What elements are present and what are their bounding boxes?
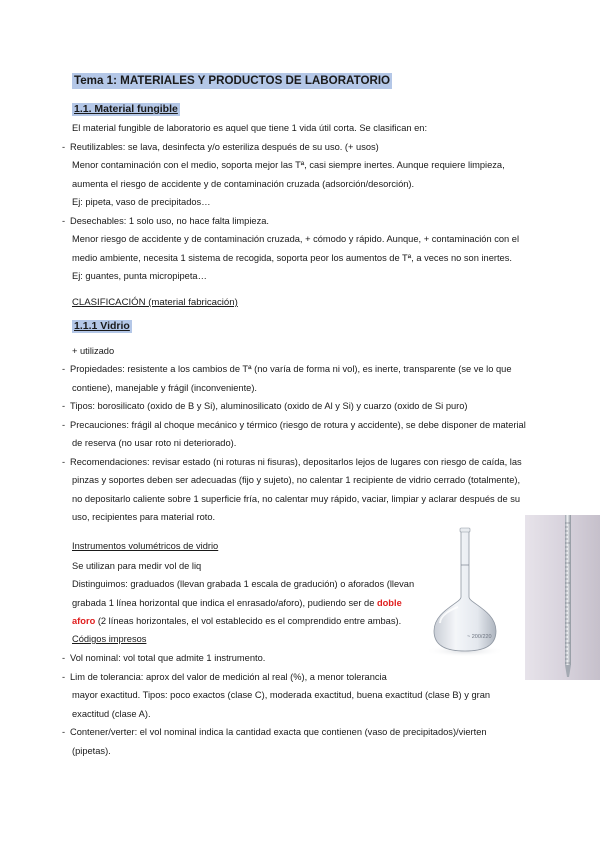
desechables-line: medio ambiente, necesita 1 sistema de recogida, soporta peor los aumentos de Tª, a veces no son inertes. — [72, 253, 512, 263]
section-heading-1-1-1: 1.1.1 Vidrio — [74, 320, 130, 332]
vol-nominal-line: Vol nominal: vol total que admite 1 instrumento. — [70, 653, 266, 663]
plus-utilizado: + utilizado — [72, 346, 115, 356]
tipos-line: Tipos: borosilicato (oxido de B y Si), aluminosilicato (oxido de Al y Si) y cuarzo (oxido de Si puro) — [70, 401, 468, 411]
contener-verter-line: Contener/verter: el vol nominal indica la cantidad exacta que contienen (vaso de precipitados)/vierten — [70, 727, 487, 737]
reutilizables-line: Menor contaminación con el medio, soporta mejor las Tª, casi siempre inertes. Aunque requiere limpieza, — [72, 160, 505, 170]
clasificacion-heading: CLASIFICACIÓN (material fabricación) — [72, 297, 238, 308]
propiedades-line: contiene), manejable y frágil (inconveniente). — [72, 383, 258, 393]
desechables-line: Desechables: 1 solo uso, no hace falta limpieza. — [70, 216, 269, 226]
bullet-dash: - — [62, 653, 66, 663]
page-title: Tema 1: MATERIALES Y PRODUCTOS DE LABORATORIO — [74, 74, 391, 87]
lim-tolerancia-line: mayor exactitud. Tipos: poco exactos (clase C), moderada exactitud, buena exactitud (clase B) y gran — [72, 690, 491, 700]
bullet-dash: - — [62, 672, 66, 682]
bullet-dash: - — [62, 420, 66, 430]
bullet-dash: - — [62, 364, 66, 374]
aforo-highlight: aforo — [72, 616, 96, 626]
bullet-dash: - — [62, 727, 66, 737]
precauciones-line: Precauciones: frágil al choque mecánico y térmico (riesgo de rotura y accidente), se debe disponer de material — [70, 420, 526, 430]
volumetric-flask-image — [418, 525, 512, 660]
desechables-line: Ej: guantes, punta micropipeta… — [72, 271, 207, 281]
bullet-dash: - — [62, 216, 66, 226]
pipette-image — [525, 515, 600, 680]
lim-tolerancia-line: exactitud (clase A). — [72, 709, 151, 719]
propiedades-line: Propiedades: resistente a los cambios de Tª (no varía de forma ni vol), es inerte, transparente (se ve lo que — [70, 364, 512, 374]
intro-text: El material fungible de laboratorio es aquel que tiene 1 vida útil corta. Se clasifican en: — [72, 123, 428, 133]
instrumentos-line — [72, 597, 402, 610]
bullet-dash: - — [62, 142, 66, 152]
recomendaciones-line: pinzas y soportes deben ser adecuadas (fijo y sujeto), no calentar 1 recipiente de vidrio cerrado (totalmente), — [72, 475, 521, 485]
recomendaciones-line: Recomendaciones: revisar estado (ni roturas ni fisuras), depositarlos lejos de lugares con riesgo de caída, las — [70, 457, 522, 467]
contener-verter-line: (pipetas). — [72, 746, 111, 756]
doble-highlight: doble — [376, 598, 402, 608]
reutilizables-line: aumenta el riesgo de accidente y de contaminación cruzada (adsorción/desorción). — [72, 179, 415, 189]
bullet-dash: - — [62, 401, 66, 411]
instrumentos-line — [72, 615, 401, 628]
instrumentos-heading: Instrumentos volumétricos de vidrio — [72, 541, 219, 551]
precauciones-line: de reserva (no usar roto ni deteriorado). — [72, 438, 237, 448]
instrumentos-line: Se utilizan para medir vol de liq — [72, 561, 202, 571]
reutilizables-line: Reutilizables: se lava, desinfecta y/o esteriliza después de su uso. (+ usos) — [70, 142, 379, 152]
instrumentos-line: Distinguimos: graduados (llevan grabada 1 escala de gradución) o aforados (llevan — [72, 579, 415, 589]
flask-label: ~ 200/220 — [467, 634, 492, 640]
instrumentos-text: (2 líneas horizontales, el vol establecido es el comprendido entre ambas). — [95, 616, 402, 626]
bullet-dash: - — [62, 457, 66, 467]
section-heading-1-1: 1.1. Material fungible — [74, 103, 178, 115]
codigos-heading: Códigos impresos — [72, 634, 147, 644]
lim-tolerancia-line: Lim de tolerancia: aprox del valor de medición al real (%), a menor tolerancia — [70, 672, 387, 682]
instrumentos-text: grabada 1 línea horizontal que indica el enrasado/aforo), pudiendo ser de — [72, 598, 377, 608]
recomendaciones-line: uso, recipientes para material roto. — [72, 512, 216, 522]
desechables-line: Menor riesgo de accidente y de contaminación cruzada, + cómodo y rápido. Aunque, + contaminación con el — [72, 234, 520, 244]
recomendaciones-line: no depositarlo caliente sobre 1 superficie fría, no calentar muy rápido, vaciar, limpiar y aclarar después de su — [72, 494, 521, 504]
reutilizables-line: Ej: pipeta, vaso de precipitados… — [72, 197, 211, 207]
